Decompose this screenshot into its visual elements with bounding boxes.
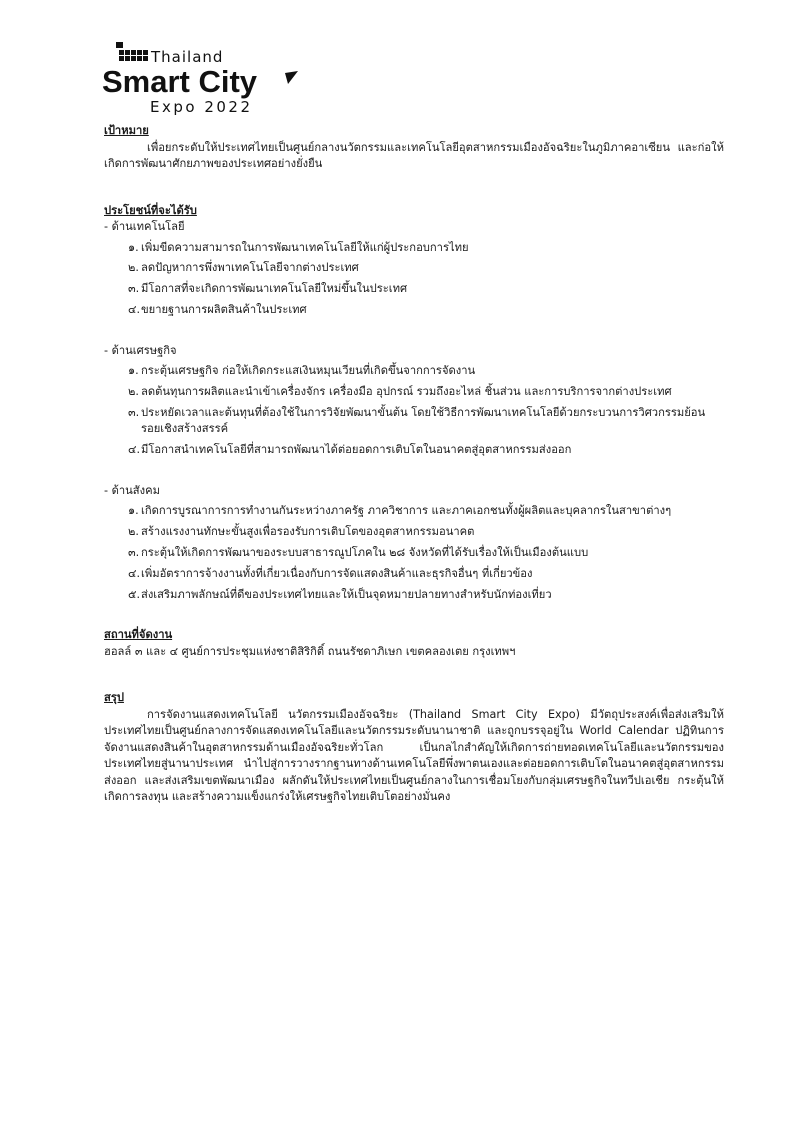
item-text: เพิ่มขีดความสามารถในการพัฒนาเทคโนโลยีให้แก่ผู้ประกอบการไทย [141,240,469,254]
list-item [104,240,724,257]
item-number: ๔. [128,566,141,580]
benefits-group-title: - ด้านสังคม [104,483,160,497]
venue-heading: สถานที่จัดงาน [104,628,173,642]
item-number: ๑. [128,364,139,378]
item-number: ๓. [128,545,140,559]
list-item [104,281,724,298]
item-number: ๔. [128,443,141,457]
benefits-society [104,483,724,603]
list-item [104,260,724,277]
goal-text: เพื่อยกระดับให้ประเทศไทยเป็นศูนย์กลางนวัตกรรมและเทคโนโลยีอุตสาหกรรมเมืองอัจฉริยะในภูมิภาคอาเซียน และก่อให้เกิดการพัฒนาศักยภาพของประเทศอย่างยั่งยืน [104,140,724,170]
item-text: กระตุ้นเศรษฐกิจ ก่อให้เกิดกระแสเงินหมุนเวียนที่เกิดขึ้นจากการจัดงาน [141,364,476,378]
item-text: ลดต้นทุนการผลิตและนำเข้าเครื่องจักร เครื่องมือ อุปกรณ์ รวมถึงอะไหล่ ชิ้นส่วน และการบริการจากต่างประเทศ [141,384,672,398]
item-number: ๕. [128,587,141,601]
thailand-smart-city-expo-logo [102,40,302,116]
item-number: ๒. [128,261,139,275]
benefits-group-title: - ด้านเทคโนโลยี [104,220,185,233]
list-item [104,545,724,562]
item-number: ๓. [128,282,140,296]
item-text: ประหยัดเวลาและต้นทุนที่ต้องใช้ในการวิจัยพัฒนาขั้นต้น โดยใช้วิธีการพัฒนาเทคโนโลยีด้วยกระบวนการวิศวกรรมย้อนรอยเชิงสร้างสรรค์ [141,405,706,436]
item-text: ส่งเสริมภาพลักษณ์ที่ดีของประเทศไทยและให้เป็นจุดหมายปลายทางสำหรับนักท่องเที่ยว [141,587,552,601]
item-text: เกิดการบูรณาการการทำงานกันระหว่างภาครัฐ ภาควิชาการ และภาคเอกชนทั้งผู้ผลิตและบุคลากรในสาขาต่างๆ [141,504,672,518]
goal-heading: เป้าหมาย [104,124,149,137]
item-text: เพิ่มอัตราการจ้างงานทั้งที่เกี่ยวเนื่องกับการจัดแสดงสินค้าและธุรกิจอื่นๆ ที่เกี่ยวข้อง [141,566,533,580]
item-text: ลดปัญหาการพึ่งพาเทคโนโลยีจากต่างประเทศ [141,261,359,275]
item-text: กระตุ้นให้เกิดการพัฒนาของระบบสาธารณูปโภคใน ๒๘ จังหวัดที่ได้รับเรื่องให้เป็นเมืองต้นแบบ [141,545,589,559]
item-text: สร้างแรงงานทักษะขั้นสูงเพื่อรองรับการเติบโตของอุตสาหกรรมอนาคต [141,525,475,539]
document-body [104,123,724,806]
item-text: มีโอกาสที่จะเกิดการพัฒนาเทคโนโลยีใหม่ขึ้นในประเทศ [141,282,408,296]
benefits-technology [104,219,724,318]
logo-line-smart-city: Smart City [102,64,258,99]
logo-line-expo: Expo 2022 [150,98,253,116]
list-item [104,302,724,319]
benefits-economy [104,343,724,459]
summary-text: การจัดงานแสดงเทคโนโลยี นวัตกรรมเมืองอัจฉริยะ (Thailand Smart City Expo) มีวัตถุประสงค์เพื่อส่งเสริมให้ประเทศไทยเป็นศูนย์กลางการจัดแสดงเทคโนโลยีและนวัตกรรมระดับนานาชาติ และถูกบรรจุอยู่ใน World Calendar ปฏิทินการจัดงานแสดงสินค้าในอุตสาหกรรมด้านเมืองอัจฉริยะทั่วโลก เป็นกลไกสำคัญให้เกิดการถ่ายทอดเทคโนโลยีและนวัตกรรมของประเทศไทยสู่นานาประเทศ นำไปสู่การวางรากฐานทางด้านเทคโนโลยีพึ่งพาตนเองและต่อยอดการเติบโตในอนาคตสู่อุตสาหกรรมส่งออก และส่งเสริมเขตพัฒนาเมือง ผลักดันให้ประเทศไทยเป็นศูนย์กลางในการเชื่อมโยงกับกลุ่มเศรษฐกิจในทวีปเอเชีย กระตุ้นให้เกิดการลงทุน และสร้างความแข็งแกร่งให้เศรษฐกิจไทยเติบโตอย่างมั่นคง [104,707,724,804]
summary-heading: สรุป [104,691,124,705]
list-item [104,384,724,401]
list-item [104,405,724,438]
venue-text: ฮอลล์ ๓ และ ๔ ศูนย์การประชุมแห่งชาติสิริกิติ์ ถนนรัชดาภิเษก เขตคลองเตย กรุงเทพฯ [104,644,516,658]
item-number: ๔. [128,302,141,316]
logo-line-thailand: Thailand [151,48,224,66]
list-item [104,524,724,541]
item-number: ๒. [128,525,139,539]
logo-graphic [102,40,302,116]
item-number: ๑. [128,504,139,518]
item-text: ขยายฐานการผลิตสินค้าในประเทศ [141,302,307,316]
list-item [104,587,724,604]
list-item [104,566,724,583]
item-number: ๒. [128,384,139,398]
item-number: ๓. [128,405,140,419]
list-item [104,363,724,380]
item-text: มีโอกาสนำเทคโนโลยีที่สามารถพัฒนาได้ต่อยอดการเติบโตในอนาคตสู่อุตสาหกรรมส่งออก [141,443,572,457]
item-number: ๑. [128,240,139,254]
benefits-heading: ประโยชน์ที่จะได้รับ [104,203,197,217]
list-item [104,503,724,520]
list-item [104,442,724,459]
benefits-group-title: - ด้านเศรษฐกิจ [104,343,177,357]
